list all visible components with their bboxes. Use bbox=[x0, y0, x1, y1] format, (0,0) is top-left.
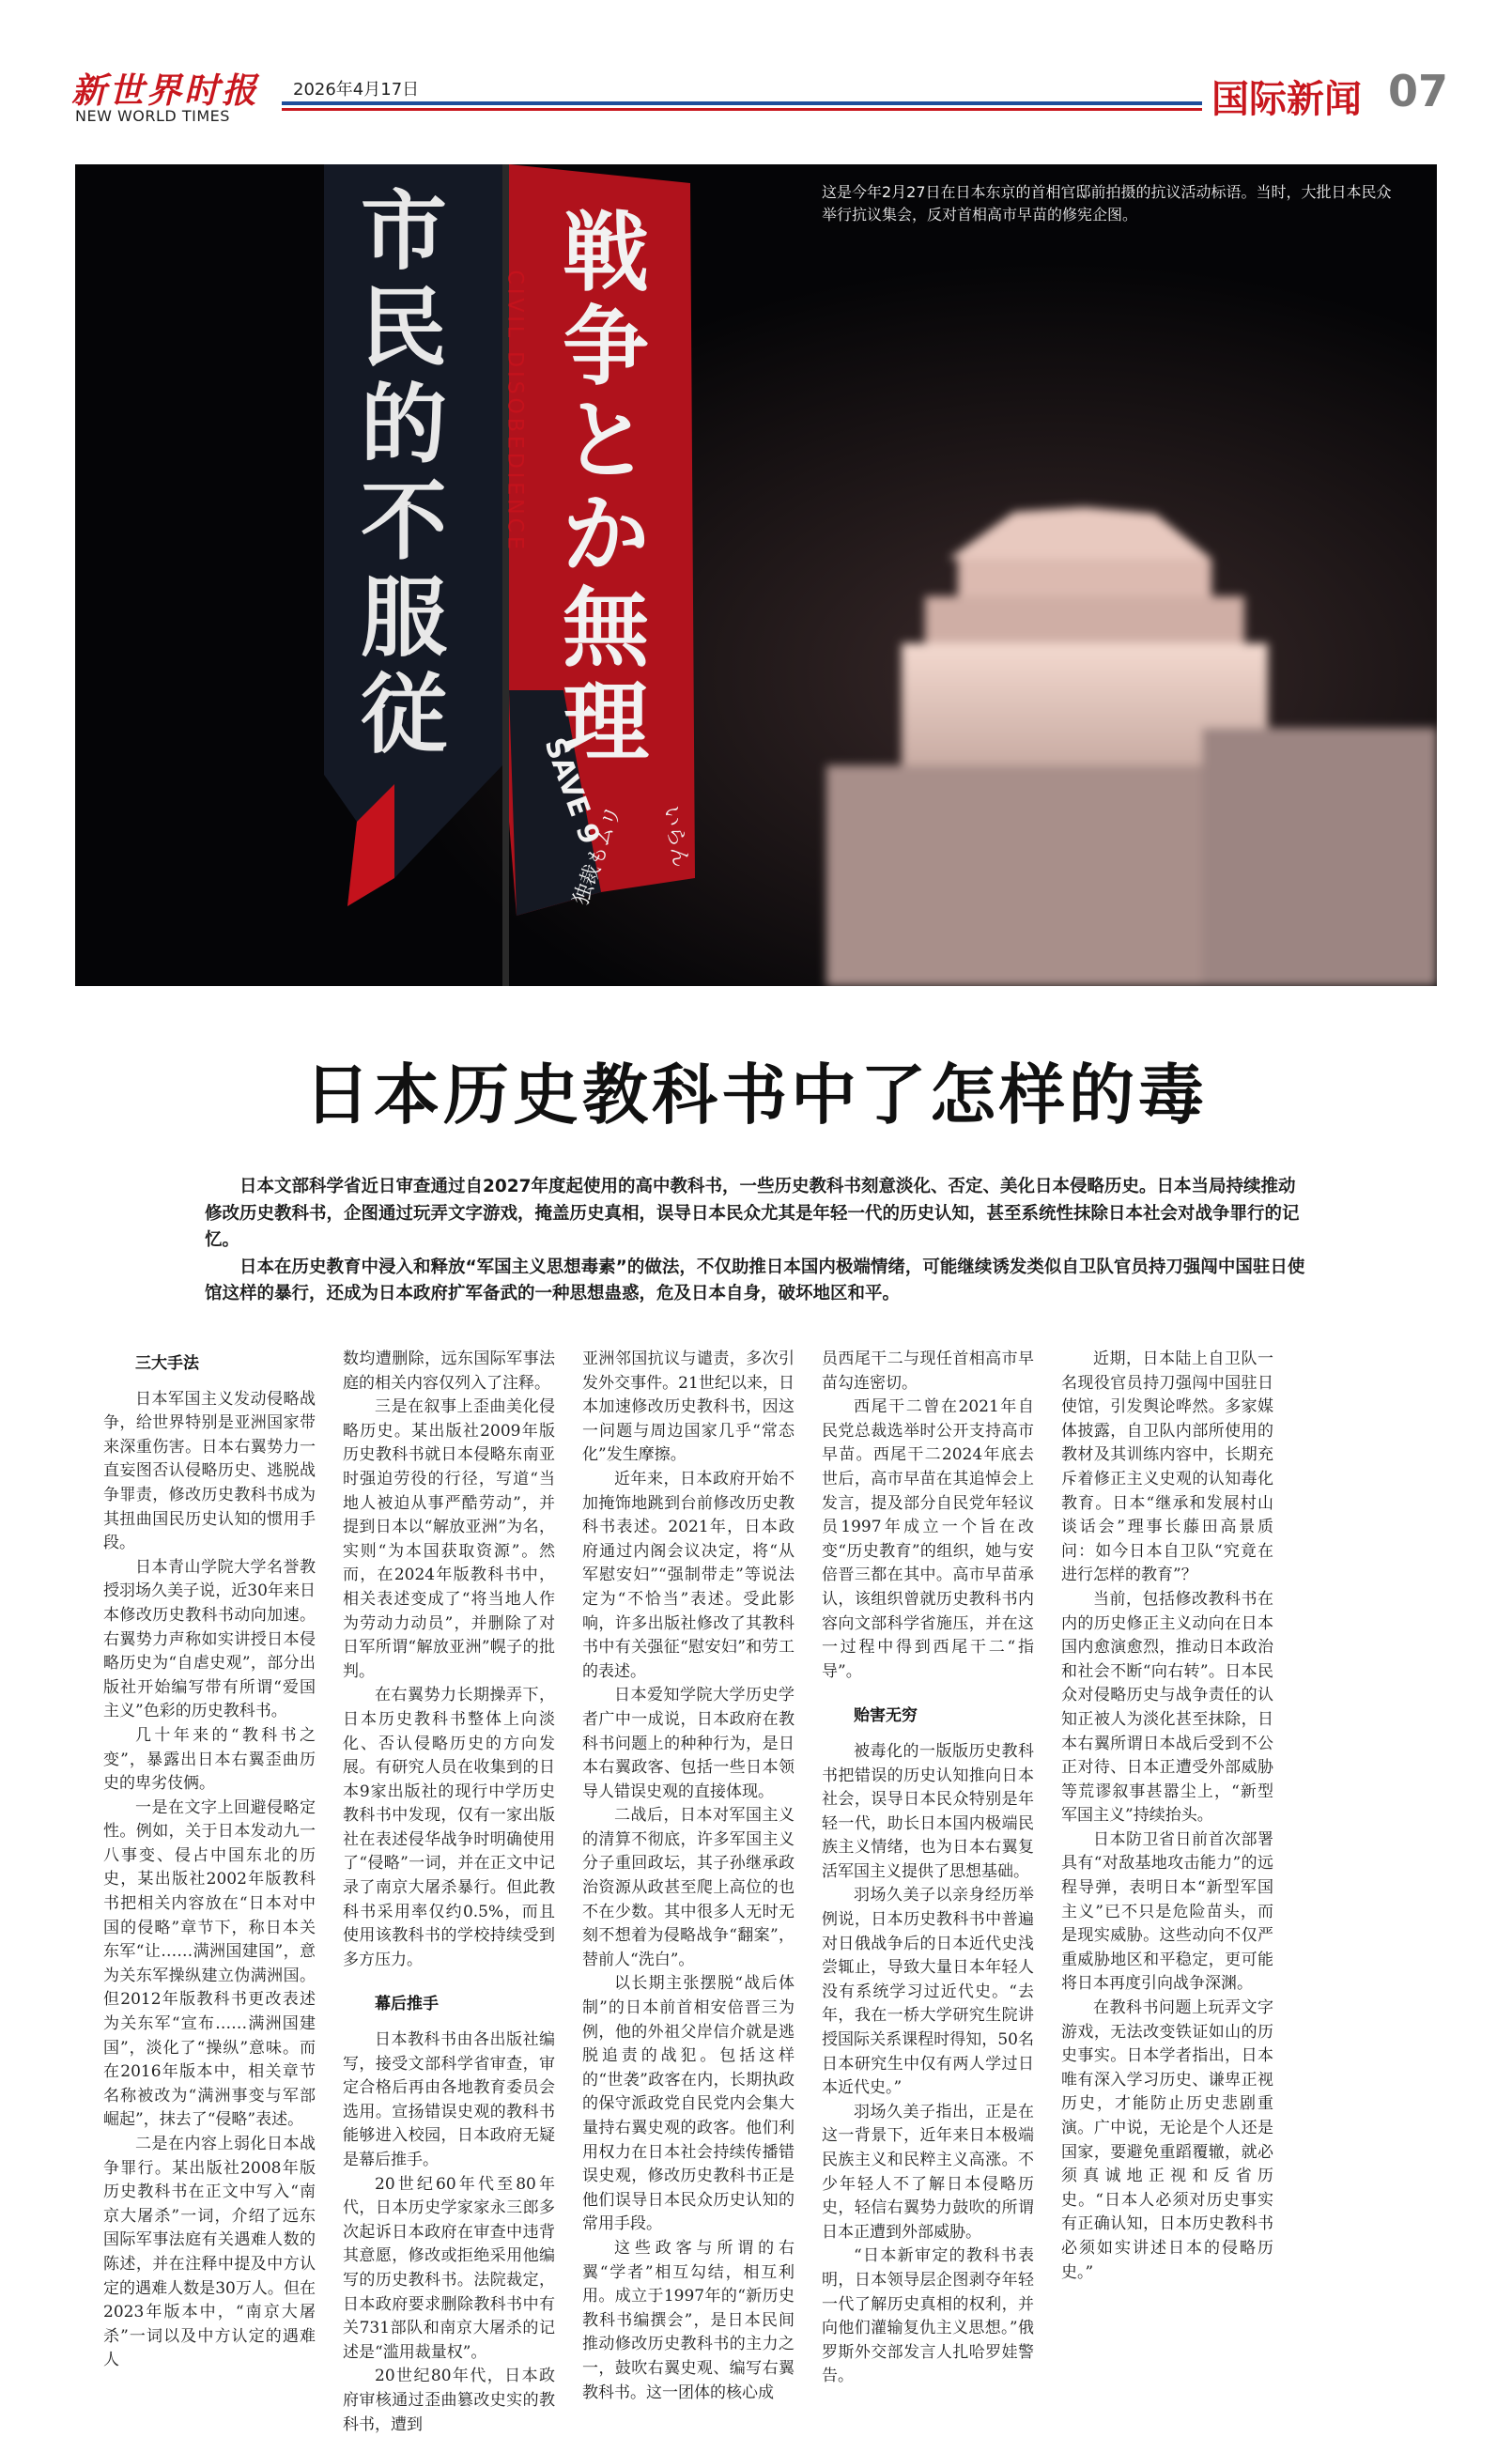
banner-dictatorship-text: 独裁もムリ bbox=[569, 803, 627, 909]
body-paragraph: 几十年来的“教科书之变”，暴露出日本右翼歪曲历史的卑劣伎俩。 bbox=[103, 1725, 316, 1794]
lede-paragraph: 日本文部科学省近日审查通过自2027年度起使用的高中教科书，一些历史教科书刻意淡化、否定、美化日本侵略历史。日本当局持续推动修改历史教科书，企图通过玩弄文字游戏，掩盖历史真相，误导日本民众尤其是年轻一代的历史认知，甚至系统性抹除日本社会对战争罪行的记忆。 bbox=[205, 1177, 1300, 1250]
body-paragraph: 近年来，日本政府开始不加掩饰地跳到台前修改历史教科书表述。2021年，日本政府通过内阁会议决定，将“从军慰安妇”“强制带走”等说法定为“不恰当”表述。受此影响，许多出版社修改了其教科书中有关强征“慰安妇”和劳工的表述。 bbox=[582, 1469, 795, 1681]
page-number: 07 bbox=[1388, 66, 1449, 116]
body-paragraph: 当前，包括修改教科书在内的历史修正主义动向在日本国内愈演愈烈，推动日本政治和社会不断“向右转”。日本民众对侵略历史与战争责任的认知正被人为淡化甚至抹除，日本右翼所谓日本战后受到不公正对待、日本正遭受外部威胁等荒谬叙事甚嚣尘上，“新型军国主义”持续抬头。 bbox=[1061, 1589, 1273, 1826]
banner-right-char: 無 bbox=[562, 578, 649, 679]
article-column-2 bbox=[343, 1348, 555, 2437]
subheading: 幕后推手 bbox=[375, 1995, 439, 2014]
header-rule-blue bbox=[282, 101, 1202, 105]
issue-date: 2026年4月17日 bbox=[293, 80, 420, 100]
banner-left-text bbox=[347, 183, 460, 763]
article-column-3 bbox=[582, 1348, 795, 2405]
photo-caption: 这是今年2月27日在日本东京的首相官邸前拍摄的抗议活动标语。当时，大批日本民众举行抗议集会，反对首相高市早苗的修宪企图。 bbox=[822, 183, 1392, 224]
header-rule-red bbox=[282, 108, 1202, 111]
body-paragraph: 西尾干二曾在2021年自民党总裁选举时公开支持高市早苗。西尾干二2024年底去世后，高市早苗在其追悼会上发言，提及部分自民党年轻议员1997年成立一个旨在改变“历史教育”的组织，她与安倍晋三都在其中。高市早苗承认，该组织曾就历史教科书内容向文部科学省施压，并在这一过程中得到西尾干二“指导”。 bbox=[822, 1397, 1034, 1681]
body-paragraph: 一是在文字上回避侵略定性。例如，关于日本发动九一八事变、侵占中国东北的历史，某出版社2002年版教科书把相关内容放在“日本对中国的侵略”章节下，称日本关东军“让……满洲国建国”，意为关东军操纵建立伪满洲国。但2012年版教科书更改表述为关东军“宣布……满洲国建国”，淡化了“操纵”意味。而在2016年版本中，相关章节名称被改为“满洲事变与军部崛起”，抹去了“侵略”表述。 bbox=[103, 1797, 316, 2130]
body-paragraph: 以长期主张摆脱“战后体制”的日本前首相安倍晋三为例，他的外祖父岸信介就是逃脱追责的战犯。包括这样的“世袭”政客在内，长期执政的保守派政党自民党内会集大量持右翼史观的政客。他们利用权力在日本社会持续传播错误史观，修改历史教科书正是他们误导日本民众历史认知的常用手段。 bbox=[582, 1974, 795, 2234]
banner-save9-text: SAVE 9 bbox=[537, 733, 607, 849]
banner-right-char: 争 bbox=[562, 297, 649, 397]
article-column-4 bbox=[822, 1348, 1034, 2389]
body-paragraph: 二战后，日本对军国主义的清算不彻底，许多军国主义分子重回政坛，其子孙继承政治资源从政甚至爬上高位的也不在少数。其中很多人无时无刻不想着为侵略战争“翻案”，替前人“洗白”。 bbox=[582, 1806, 795, 1969]
body-paragraph: 员西尾干二与现任首相高市早苗勾连密切。 bbox=[822, 1350, 1034, 1393]
body-paragraph: 日本军国主义发动侵略战争，给世界特别是亚洲国家带来深重伤害。日本右翼势力一直妄图否认侵略历史、逃脱战争罪责，修改历史教科书成为其扭曲国民历史认知的惯用手段。 bbox=[103, 1389, 316, 1553]
body-paragraph: 亚洲邻国抗议与谴责，多次引发外交事件。21世纪以来，日本加速修改历史教科书，因这一问题与周边国家几乎“常态化”发生摩擦。 bbox=[582, 1350, 795, 1465]
section-title: 国际新闻 bbox=[1211, 78, 1362, 121]
body-paragraph: 日本教科书由各出版社编写，接受文部科学省审查，审定合格后再由各地教育委员会选用。宣扬错误史观的教科书能够进入校园，日本政府无疑是幕后推手。 bbox=[343, 2030, 555, 2169]
body-paragraph: 这些政客与所谓的右翼“学者”相互勾结，相互利用。成立于1997年的“新历史教科书编撰会”，是日本民间推动修改历史教科书的主力之一，鼓吹右翼史观、编写右翼教科书。这一团体的核心成 bbox=[582, 2238, 795, 2402]
body-paragraph: 在教科书问题上玩弄文字游戏，无法改变铁证如山的历史事实。日本学者指出，日本唯有深入学习历史、谦卑正视历史，才能防止历史悲剧重演。广中说，无论是个人还是国家，要避免重蹈覆辙，就必须真诚地正视和反省历史。“日本人必须对历史事实有正确认知，日本历史教科书必须如实讲述日本的侵略历史。” bbox=[1061, 1998, 1273, 2282]
banner-iran-text: いらん bbox=[657, 804, 693, 870]
body-paragraph: 被毒化的一版版历史教科书把错误的历史认知推向日本社会，误导日本民众特别是年轻一代，助长日本国内极端民族主义情绪，也为日本右翼复活军国主义提供了思想基础。 bbox=[822, 1741, 1034, 1881]
banner-left-char: 不 bbox=[360, 471, 447, 572]
body-paragraph: 数均遭删除，远东国际军事法庭的相关内容仅列入了注释。 bbox=[343, 1350, 555, 1393]
banner-left-char: 民 bbox=[360, 278, 447, 378]
banner-right-char: と bbox=[562, 391, 649, 491]
newspaper-logo: 新世界时报 bbox=[71, 69, 259, 111]
banner-right-char: か bbox=[562, 485, 649, 585]
subheading: 三大手法 bbox=[135, 1354, 199, 1373]
article-column-1 bbox=[103, 1352, 316, 2373]
lede-paragraph: 日本在历史教育中浸入和释放“军国主义思想毒素”的做法，不仅助推日本国内极端情绪，可能继续诱发类似自卫队官员持刀强闯中国驻日使馆这样的暴行，还成为日本政府扩军备武的一种思想蛊惑，危及日本自身，破坏地区和平。 bbox=[205, 1257, 1305, 1303]
body-paragraph: 羽场久美子指出，正是在这一背景下，近年来日本极端民族主义和民粹主义高涨。不少年轻人不了解日本侵略历史，轻信右翼势力鼓吹的所谓日本正遭到外部威胁。 bbox=[822, 2102, 1034, 2242]
banner-left-char: 市 bbox=[360, 181, 447, 282]
banner-left-char: 的 bbox=[360, 375, 447, 475]
body-paragraph: 20世纪80年代，日本政府审核通过歪曲篡改史实的教科书，遭到 bbox=[343, 2367, 555, 2434]
banner-right-char: 戦 bbox=[562, 203, 649, 303]
article-column-5 bbox=[1061, 1348, 1273, 2285]
subheading: 贻害无穷 bbox=[854, 1706, 918, 1726]
body-paragraph: 日本爱知学院大学历史学者广中一成说，日本政府在教科书问题上的种种行为，是日本右翼政客、包括一些日本领导人错误史观的直接体现。 bbox=[582, 1686, 795, 1801]
body-paragraph: 20世纪60年代至80年代，日本历史学家家永三郎多次起诉日本政府在审查中违背其意愿，修改或拒绝采用他编写的历史教科书。法院裁定，日本政府要求删除教科书中有关731部队和南京大屠杀的记述是“滥用裁量权”。 bbox=[343, 2174, 555, 2362]
protest-photo bbox=[75, 164, 1437, 986]
body-paragraph: 日本防卫省日前首次部署具有“对敌基地攻击能力”的远程导弹，表明日本“新型军国主义”已不只是危险苗头，而是现实威胁。这些动向不仅严重威胁地区和平稳定，更可能将日本再度引向战争深渊。 bbox=[1061, 1829, 1273, 1994]
body-paragraph: 三是在叙事上歪曲美化侵略历史。某出版社2009年版历史教科书就日本侵略东南亚时强迫劳役的行径，写道“当地人被迫从事严酷劳动”，并提到日本以“解放亚洲”为名，实则“为本国获取资源”。然而，在2024年版教科书中，相关表述变成了“将当地人作为劳动力动员”，并删除了对日军所谓“解放亚洲”幌子的批判。 bbox=[343, 1397, 555, 1681]
body-paragraph: 在右翼势力长期操弄下，日本历史教科书整体上向淡化、否认侵略历史的方向发展。有研究人员在收集到的日本9家出版社的现行中学历史教科书中发现，仅有一家出版社在表述侵华战争时明确使用了“侵略”一词，并在正文中记录了南京大屠杀暴行。但此教科书采用率仅约0.5%，而且使用该教科书的学校持续受到多方压力。 bbox=[343, 1686, 555, 1969]
body-paragraph: “日本新审定的教科书表明，日本领导层企图剥夺年轻一代了解历史真相的权利，并向他们灌输复仇主义思想。”俄罗斯外交部发言人扎哈罗娃警告。 bbox=[822, 2246, 1034, 2386]
newspaper-logo-english: NEW WORLD TIMES bbox=[75, 107, 230, 125]
protest-photo-illustration bbox=[75, 164, 1437, 986]
body-paragraph: 日本青山学院大学名誉教授羽场久美子说，近30年来日本修改历史教科书动向加速。右翼势力声称如实讲授日本侵略历史为“自虐史观”，部分出版社开始编写带有所谓“爱国主义”色彩的历史教科书。 bbox=[103, 1557, 316, 1721]
article-lede bbox=[205, 1174, 1308, 1308]
banner-left-char: 服 bbox=[360, 568, 447, 669]
body-paragraph: 羽场久美子以亲身经历举例说，日本历史教科书中普遍对日俄战争后的日本近代史浅尝辄止，导致大量日本年轻人没有系统学习过近代史。“去年，我在一桥大学研究生院讲授国际关系课程时得知，50名日本研究生中仅有两人学过日本近代史。” bbox=[822, 1886, 1034, 2098]
banner-left-char: 従 bbox=[360, 665, 447, 765]
banner-right-char: 理 bbox=[562, 672, 649, 773]
body-paragraph: 近期，日本陆上自卫队一名现役官员持刀强闯中国驻日使馆，引发舆论哗然。多家媒体披露，自卫队内部所使用的教材及其训练内容中，长期充斥着修正主义史观的认知毒化教育。日本“继承和发展村山谈话会”理事长藤田高景质问：如今日本自卫队“究竟在进行怎样的教育”？ bbox=[1061, 1350, 1273, 1585]
body-paragraph: 二是在内容上弱化日本战争罪行。某出版社2008年版历史教科书在正文中写入“南京大屠杀”一词，介绍了远东国际军事法庭有关遇难人数的陈述，并在注释中提及中方认定的遇难人数是30万人。但在2023年版本中，“南京大屠杀”一词以及中方认定的遇难人 bbox=[103, 2135, 316, 2370]
banner-left-side-text: CIVIL DISOBEDIENCE bbox=[502, 270, 527, 553]
masthead bbox=[0, 0, 1512, 160]
banner-right-text bbox=[545, 203, 667, 773]
article-headline: 日本历史教科书中了怎样的毒 bbox=[304, 1056, 1208, 1134]
